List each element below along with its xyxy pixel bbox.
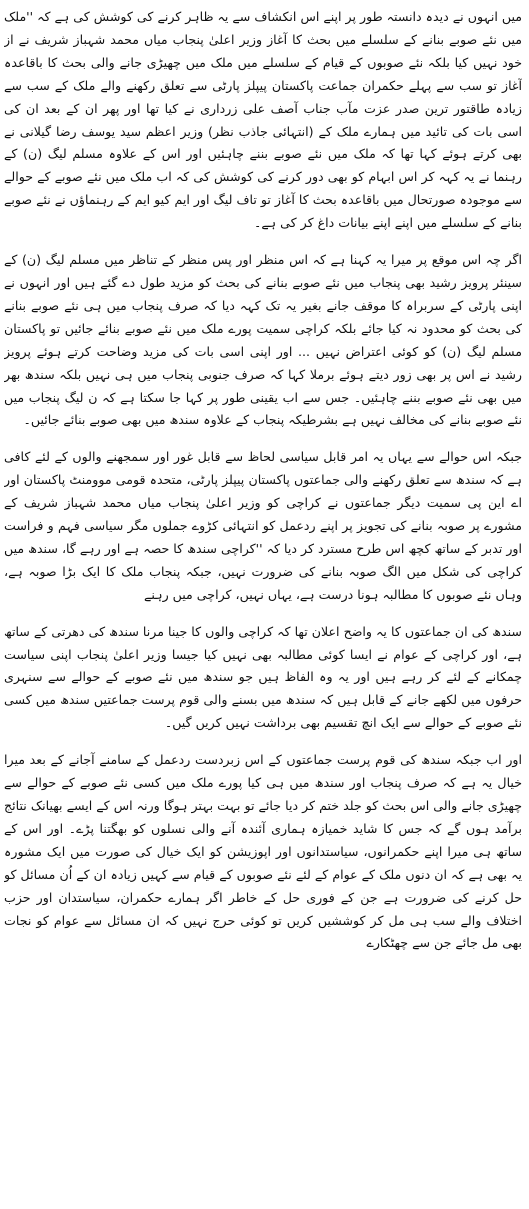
article-paragraph-1: میں انہوں نے دیدہ دانستہ طور پر اپنے اس انکشاف سے یہ ظاہر کرنے کی کوشش کی ہے کہ ''ملک میں نئے صوبے بنانے کے سلسلے میں بحث کا آغاز وزیر اعلیٰ پنجاب میاں محمد شہباز شریف نے از خود نہیں کیا بلکہ نئے صوبوں کے قیام کے سلسلے میں ملک میں چھیڑی جانے والی بحث کا باقاعدہ آغاز تو سب سے پہلے حکمران جماعت پاکستان پیپلز پارٹی سے تعلق رکھنے والے ملک کے سب سے زیادہ طاقتور ترین صدر عزت مآب جناب آصف علی زرداری نے کیا تھا اور پھر ان کے بعد ان کی اسی بات کی تائید میں ہمارے ملک کے (انتہائی جاذب نظر) وزیر اعظم سید یوسف رضا گیلانی نے بھی کرتے ہوئے کہا تھا کہ ملک میں نئے صوبے بننے چاہئیں اور اس کے علاوہ مسلم لیگ (ن) کے رہنما نے یہ کہہ کر اس ابہام کو بھی دور کرنے کی کوشش کی کہ اب ملک میں نئے صوبے کے حوالے سے موجودہ صورتحال میں باقاعدہ بحث کا آغاز تو تاف لیگ اور ایم کیو ایم کے رہنماؤں نے نئے صوبے بنانے کے سلسلے میں اپنے اپنے بیانات داغ کر کی ہے۔ [4,9,522,231]
article-paragraph-2: اگر چہ اس موقع پر میرا یہ کہنا ہے کہ اس منظر اور پس منظر کے تناظر میں مسلم لیگ (ن) کے سینئر پرویز رشید بھی پنجاب میں نئے صوبے بنانے کی بحث کو مزید طول دے گئے ہیں اور انہوں نے اپنی پارٹی کے سربراہ کا موقف جانے بغیر یہ تک کہہ دیا کہ صرف پنجاب میں ہی نئے صوبے بنانے کی بحث کو محدود نہ کیا جائے بلکہ کراچی سمیت پورے ملک میں نئے صوبے بنائے جائیں تو پاکستان مسلم لیگ (ن) کو کوئی اعتراض نہیں ... اور اپنی اسی بات کی مزید وضاحت کرتے ہوئے پرویز رشید نے اس پر بھی زور دیتے ہوئے برملا کہا کہ صرف جنوبی پنجاب میں ہی نہیں بلکہ سندھ بھر میں بھی نئے صوبے بننے چاہئیں۔ جس سے اب یقینی طور پر کہا جا سکتا ہے کہ ن لیگ پنجاب میں نئے صوبے بنانے کی مخالف نہیں ہے بشرطیکہ پنجاب کے علاوہ سندھ میں بھی صوبے بنائے جائیں۔ [4,252,522,428]
article-page [4,6,522,1202]
article-paragraph-4: سندھ کی ان جماعتوں کا یہ واضح اعلان تھا کہ کراچی والوں کا جینا مرنا سندھ کی دھرتی کے ساتھ ہے، اور کراچی کے عوام نے ایسا کوئی مطالبہ بھی نہیں کیا جیسا وزیر اعلیٰ پنجاب اپنی سیاست چمکانے کے لئے کر رہے ہیں اور یہ وہ الفاظ ہیں جو سندھ میں نئے صوبے کے حوالے سے سنہری حرفوں میں لکھے جانے کے قابل ہیں کہ سندھ میں بسنے والی قوم پرست جماعتیں سندھ میں کسی نئے صوبے کے حوالے سے ایک انچ تقسیم بھی برداشت نہیں کریں گیں۔ [4,623,522,731]
article-paragraph-3: جبکہ اس حوالے سے یہاں یہ امر قابل سیاسی لحاظ سے قابل غور اور سمجھنے والوں کے لئے کافی ہے کہ سندھ سے تعلق رکھنے والی جماعتوں پاکستان پیپلز پارٹی، متحدہ قومی موومنٹ پاکستان اور اے این پی سمیت دیگر جماعتوں نے کراچی کو وزیر اعلیٰ پنجاب میاں محمد شہباز شریف کے مشورے پر صوبہ بنانے کی تجویز پر اپنے ردعمل کو انتہائی کڑوے جملوں مگر سیاسی فہم و فراست اور تدبر کے ساتھ کچھ اس طرح مسترد کر دیا کہ ''کراچی سندھ کا حصہ ہے اور رہے گا، سندھ میں کراچی کی شکل میں الگ صوبہ بنانے کی ضرورت نہیں، جبکہ پنجاب ملک کا ایک بڑا صوبہ ہے، وہاں نئے صوبوں کا مطالبہ ہونا درست ہے، یہاں نہیں، کراچی میں رہنے [4,449,522,602]
article-paragraph-5: اور اب جبکہ سندھ کی قوم پرست جماعتوں کے اس زبردست ردعمل کے سامنے آجانے کے بعد میرا خیال یہ ہے کہ صرف پنجاب اور سندھ میں ہی کیا پورے ملک میں کسی نئے صوبے کے حوالے سے چھیڑی جانے والی اس بحث کو جلد ختم کر دیا جائے تو بہت بہتر ہوگا ورنہ اس کے ایسے بھیانک نتائج برآمد ہوں گے کہ جس کا شاید خمیازہ ہماری آئندہ آنے والی نسلوں کو بھگتنا پڑے۔ اور اس کے ساتھ ہی میرا اپنے حکمرانوں، سیاستدانوں اور اپوزیشن کو ایک خیال کی صورت میں ایک مشورہ یہ بھی ہے کہ ان دنوں ملک کے عوام کے لئے نئے صوبوں کے قیام سے کہیں زیادہ ان کے اُن مسائل کو حل کرنے کی ضرورت ہے جن کے فوری حل کے خاطر اگر ہمارے حکمران، سیاستدان اور حزب اختلاف والے سب ہی مل کر کوششیں کریں تو کوئی حرج نہیں کہ ان مسائل سے عوام کو نجات بھی مل جائے جن سے چھٹکارے [4,752,522,951]
